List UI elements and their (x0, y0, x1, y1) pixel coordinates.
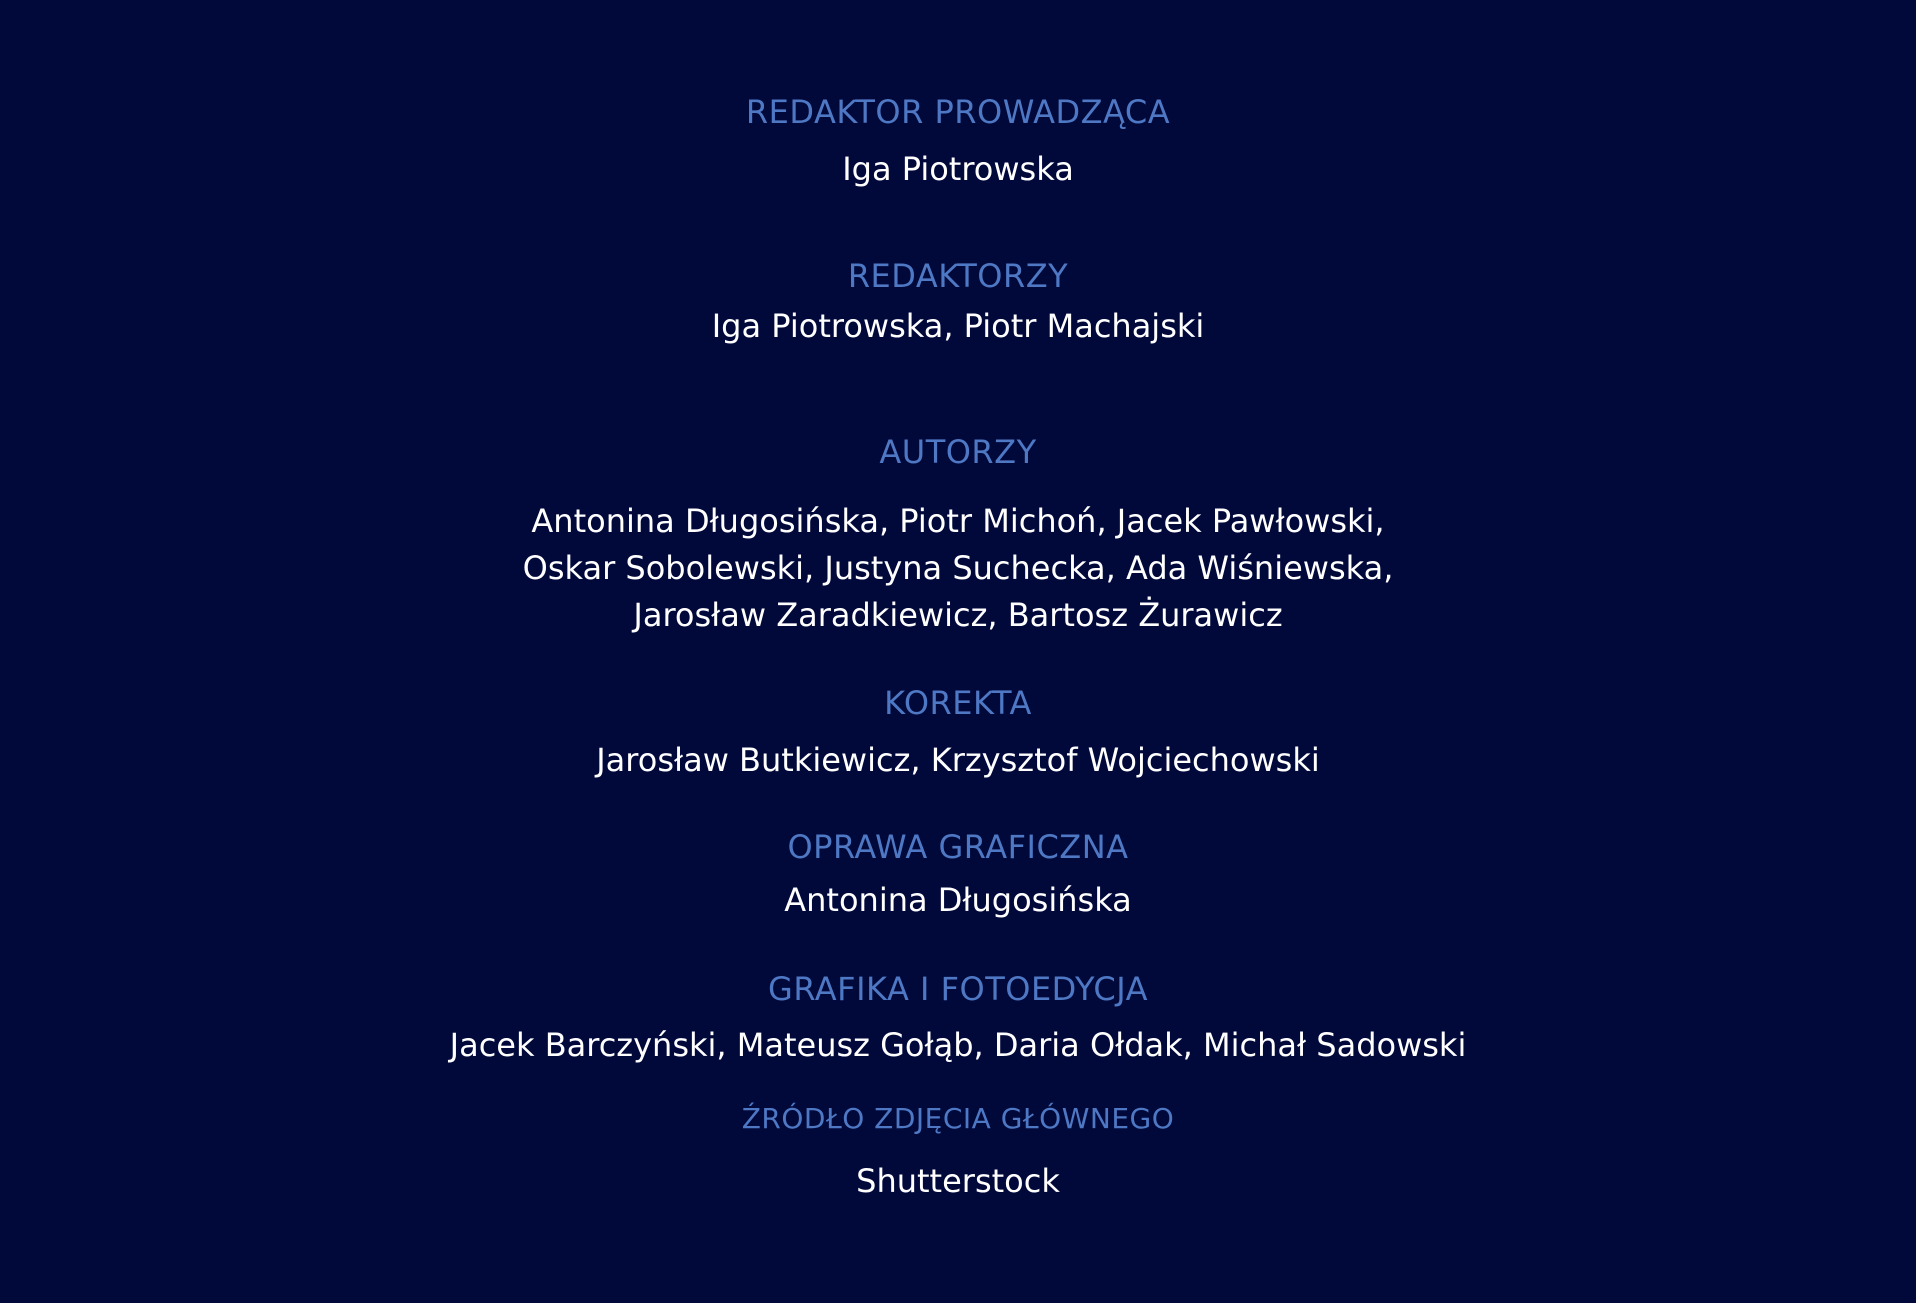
section-heading: KOREKTA (884, 684, 1032, 722)
section-names: Iga Piotrowska (842, 150, 1074, 188)
section-oprawa-graficzna (0, 827, 1916, 920)
section-names (0, 498, 1916, 639)
section-heading: OPRAWA GRAFICZNA (787, 828, 1129, 866)
section-redaktorzy (0, 256, 1916, 346)
section-heading: ŹRÓDŁO ZDJĘCIA GŁÓWNEGO (741, 1102, 1175, 1135)
names-line: Antonina Długosińska, Piotr Michoń, Jacek Pawłowski, (531, 502, 1385, 540)
section-grafika-i-fotoedycja (0, 969, 1916, 1065)
section-autorzy (0, 432, 1916, 639)
section-heading: REDAKTORZY (847, 257, 1069, 295)
section-zrodlo-zdjecia (0, 1099, 1916, 1201)
section-names: Jacek Barczyński, Mateusz Gołąb, Daria Ołdak, Michał Sadowski (449, 1026, 1467, 1064)
names-line: Jarosław Zaradkiewicz, Bartosz Żurawicz (633, 596, 1283, 634)
names-line: Oskar Sobolewski, Justyna Suchecka, Ada Wiśniewska, (522, 549, 1394, 587)
section-heading: REDAKTOR PROWADZĄCA (745, 93, 1171, 131)
section-names: Shutterstock (856, 1162, 1060, 1200)
section-names: Iga Piotrowska, Piotr Machajski (711, 307, 1205, 345)
section-heading: GRAFIKA I FOTOEDYCJA (768, 970, 1148, 1008)
section-names: Jarosław Butkiewicz, Krzysztof Wojciechowski (596, 741, 1320, 779)
section-heading: AUTORZY (879, 433, 1037, 471)
section-names: Antonina Długosińska (784, 881, 1132, 919)
section-korekta (0, 683, 1916, 780)
section-redaktor-prowadzaca (0, 92, 1916, 189)
